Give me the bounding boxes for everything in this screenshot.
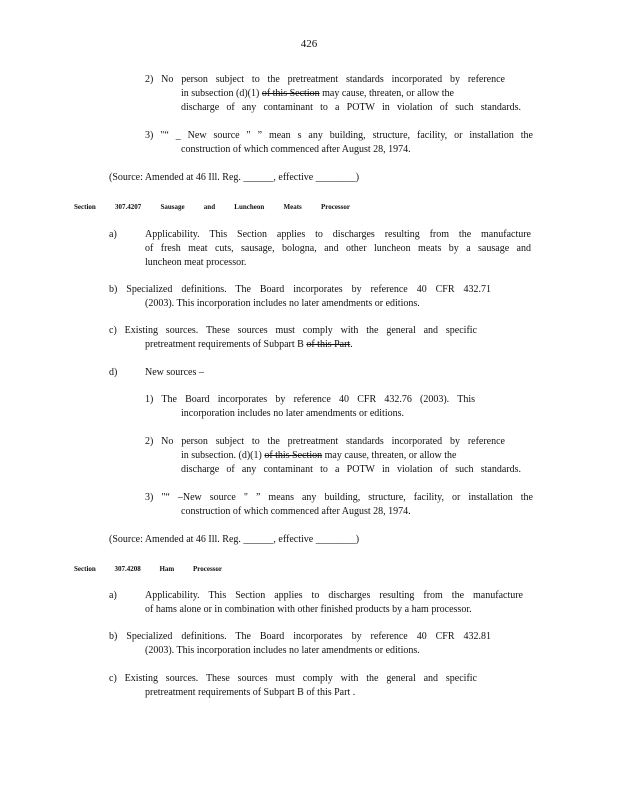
source-note: (Source: Amended at 46 Ill. Reg. ______, effective ________) — [109, 172, 360, 183]
struck-text: of this Section — [264, 450, 323, 461]
item-d2-line-2-text: in subsection. (d)(1) — [181, 450, 262, 461]
item-d2-line-2-text-b: may cause, threaten, or allow the — [324, 450, 457, 461]
subsection-a-line-2: of fresh meat cuts, sausage, bologna, and other luncheon meats by a sausage and — [145, 243, 531, 254]
subsection-a-label: a) — [109, 590, 117, 601]
subsection-b-line-2: (2003). This incorporation includes no later amendments or editions. — [145, 298, 420, 309]
section-heading: Section 307.4208 Ham Processor — [74, 565, 222, 573]
item-3-line-2: construction of which commenced after August 28, 1974. — [181, 144, 411, 155]
item-d3-line-1: 3) "“ –New source " ” means any building, structure, facility, or installation the — [145, 492, 533, 503]
subsection-b-line-1: b) Specialized definitions. The Board incorporates by reference 40 CFR 432.71 — [109, 284, 491, 295]
section-heading: Section 307.4207 Sausage and Luncheon Meats Processor — [74, 203, 350, 211]
item-2-line-3: discharge of any contaminant to a POTW in violation of such standards. — [181, 102, 521, 113]
subsection-d-title: New sources – — [145, 367, 204, 378]
subsection-c-line-2 — [145, 338, 353, 352]
item-3-line-1: 3) "“ _ New source " ” mean s any building, structure, facility, or installation the — [145, 130, 533, 141]
item-d2-line-2 — [181, 449, 457, 463]
item-d2-line-3: discharge of any contaminant to a POTW in violation of such standards. — [181, 464, 521, 475]
item-2-line-1: 2) No person subject to the pretreatment standards incorporated by reference — [145, 74, 505, 85]
subsection-c-line-1: c) Existing sources. These sources must comply with the general and specific — [109, 673, 477, 684]
struck-text: of this Part — [306, 339, 351, 350]
struck-text: of this Section — [261, 88, 320, 99]
subsection-c-line-1: c) Existing sources. These sources must comply with the general and specific — [109, 325, 477, 336]
subsection-a-label: a) — [109, 229, 117, 240]
subsection-b-line-1: b) Specialized definitions. The Board incorporates by reference 40 CFR 432.81 — [109, 631, 491, 642]
subsection-a-line-3: luncheon meat processor. — [145, 257, 247, 268]
item-d2-line-1: 2) No person subject to the pretreatment standards incorporated by reference — [145, 436, 505, 447]
subsection-c-line-2-text: pretreatment requirements of Subpart B — [145, 339, 304, 350]
period: . — [350, 339, 353, 350]
item-d3-line-2: construction of which commenced after August 28, 1974. — [181, 506, 411, 517]
subsection-a-line-1: Applicability. This Section applies to discharges resulting from the manufacture — [145, 229, 531, 240]
item-d1-line-2: incorporation includes no later amendments or editions. — [181, 408, 404, 419]
page-number: 426 — [300, 38, 318, 50]
item-d1-line-1: 1) The Board incorporates by reference 40 CFR 432.76 (2003). This — [145, 394, 475, 405]
item-2-line-2-text: in subsection (d)(1) — [181, 88, 260, 99]
subsection-d-label: d) — [109, 367, 118, 378]
item-2-line-2 — [181, 87, 454, 101]
subsection-a-line-1: Applicability. This Section applies to discharges resulting from the manufacture — [145, 590, 523, 601]
subsection-c-line-2: pretreatment requirements of Subpart B of this Part . — [145, 687, 356, 698]
item-2-line-2-text-b: may cause, threaten, or allow the — [322, 88, 454, 99]
subsection-a-line-2: of hams alone or in combination with other finished products by a ham processor. — [145, 604, 472, 615]
source-note: (Source: Amended at 46 Ill. Reg. ______, effective ________) — [109, 534, 360, 545]
subsection-b-line-2: (2003). This incorporation includes no later amendments or editions. — [145, 645, 420, 656]
